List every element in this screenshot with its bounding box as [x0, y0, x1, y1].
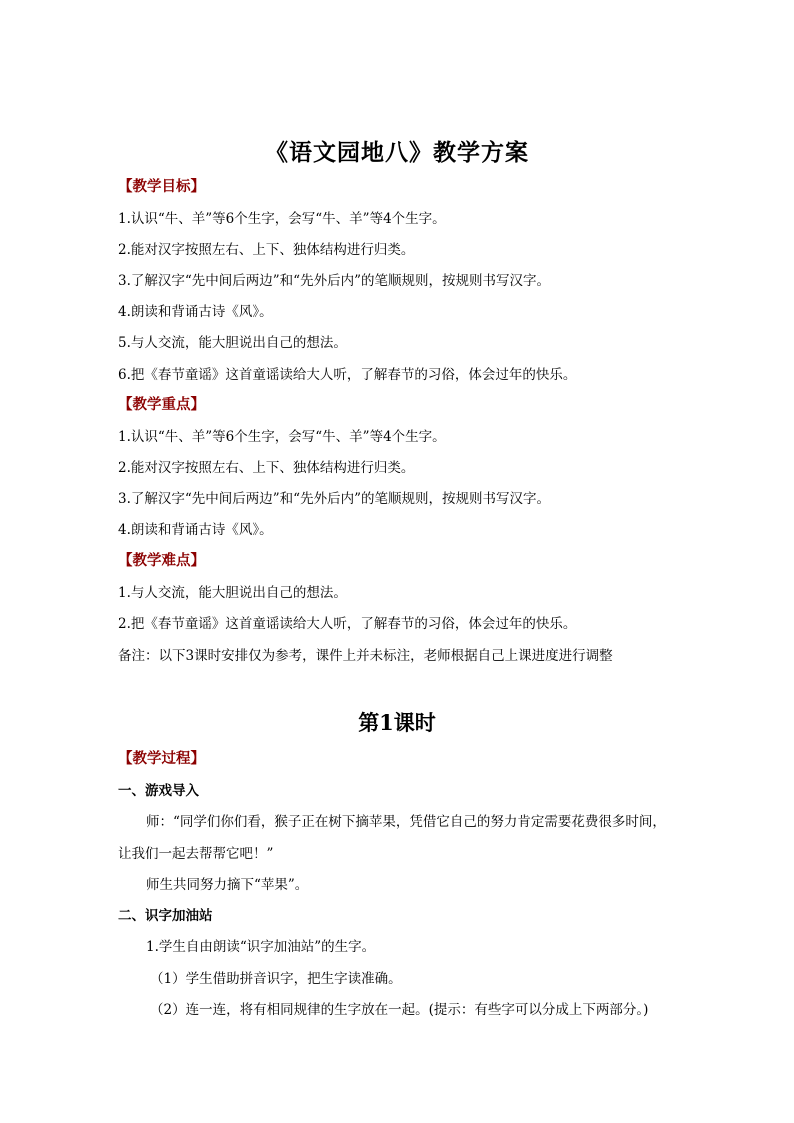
- goal-item-5: 5.与人交流，能大胆说出自己的想法。: [118, 335, 347, 351]
- section-2-item-1: 1.学生自由朗读“识字加油站”的生字。: [146, 939, 376, 955]
- goal-item-2: 2.能对汉字按照左右、上下、独体结构进行归类。: [118, 242, 415, 258]
- goals-heading: 【教学目标】: [118, 178, 205, 195]
- document-title: 《语文园地八》教学方案: [265, 139, 529, 166]
- key-point-item-1: 1.认识“牛、羊”等6个生字，会写“牛、羊”等4个生字。: [118, 429, 446, 445]
- goal-item-1: 1.认识“牛、羊”等6个生字，会写“牛、羊”等4个生字。: [118, 211, 446, 227]
- difficulty-item-2: 2.把《春节童谣》这首童谣读给大人听，了解春节的习俗，体会过年的快乐。: [118, 616, 577, 632]
- section-2-subitem-1: （1）学生借助拼音识字，把生字读准确。: [150, 971, 402, 987]
- goal-item-3: 3.了解汉字“先中间后两边”和“先外后内”的笔顺规则，按规则书写汉字。: [118, 273, 550, 289]
- schedule-note: 备注：以下3课时安排仅为参考，课件上并未标注，老师根据自己上课进度进行调整: [118, 648, 613, 664]
- key-point-item-4: 4.朗读和背诵古诗《风》。: [118, 522, 273, 538]
- goal-item-4: 4.朗读和背诵古诗《风》。: [118, 304, 273, 320]
- process-heading: 【教学过程】: [118, 750, 205, 767]
- section-2-title: 二、识字加油站: [118, 908, 213, 924]
- difficulty-item-1: 1.与人交流，能大胆说出自己的想法。: [118, 585, 347, 601]
- lesson-title: 第1课时: [358, 710, 436, 735]
- section-2-subitem-2: （2）连一连，将有相同规律的生字放在一起。(提示：有些字可以分成上下两部分。): [150, 1002, 649, 1018]
- section-1-title: 一、游戏导入: [118, 783, 199, 799]
- section-1-paragraph-2: 师生共同努力摘下“苹果”。: [146, 877, 309, 893]
- difficulties-heading: 【教学难点】: [118, 552, 205, 569]
- key-points-heading: 【教学重点】: [118, 396, 205, 413]
- key-point-item-3: 3.了解汉字“先中间后两边”和“先外后内”的笔顺规则，按规则书写汉字。: [118, 491, 550, 507]
- section-1-paragraph-1: 师：“同学们你们看，猴子正在树下摘苹果，凭借它自己的努力肯定需要花费很多时间，: [146, 814, 666, 830]
- section-1-paragraph-1-cont: 让我们一起去帮帮它吧！”: [118, 846, 274, 862]
- key-point-item-2: 2.能对汉字按照左右、上下、独体结构进行归类。: [118, 460, 415, 476]
- goal-item-6: 6.把《春节童谣》这首童谣读给大人听，了解春节的习俗，体会过年的快乐。: [118, 367, 577, 383]
